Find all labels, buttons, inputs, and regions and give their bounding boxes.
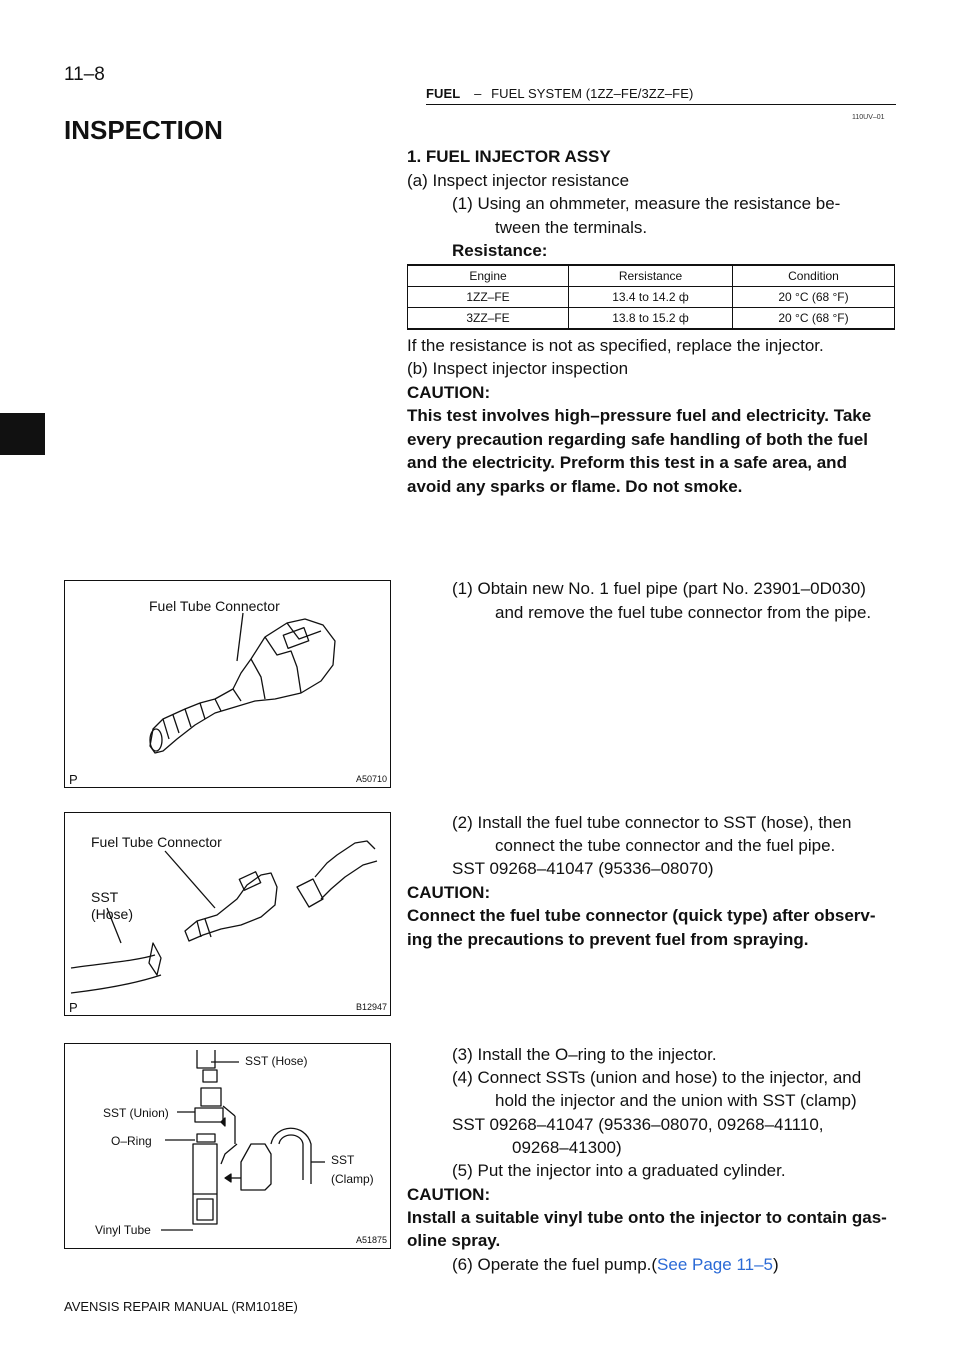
- table-header: Condition: [733, 265, 895, 287]
- footer: AVENSIS REPAIR MANUAL (RM1018E): [64, 1299, 298, 1314]
- resistance-table: [407, 264, 895, 330]
- fig1-code: A50710: [355, 774, 387, 784]
- figure-fuel-tube-connector: [64, 580, 391, 788]
- caution-text: avoid any sparks or flame. Do not smoke.: [407, 477, 743, 496]
- header-separator: –: [474, 86, 482, 101]
- fig2-code: B12947: [355, 1002, 387, 1012]
- step-4-line1: (4) Connect SSTs (union and hose) to the injector, and: [452, 1068, 862, 1087]
- step-4-sst-line2: 09268–41300): [512, 1138, 622, 1157]
- table-cell: 13.4 to 14.2 ф: [569, 287, 733, 308]
- table-row: [408, 308, 895, 330]
- caution-text: ing the precautions to prevent fuel from spraying.: [407, 930, 809, 949]
- table-header-row: [408, 265, 895, 287]
- step-3: (3) Install the O–ring to the injector.: [452, 1045, 717, 1064]
- step-1-line1: (1) Obtain new No. 1 fuel pipe (part No. 23901–0D030): [452, 579, 866, 598]
- table-cell: 3ZZ–FE: [408, 308, 569, 330]
- table-header: Rersistance: [569, 265, 733, 287]
- doc-code: 110UV–01: [852, 114, 885, 121]
- caution-text: oline spray.: [407, 1231, 501, 1250]
- caution-label: CAUTION:: [407, 883, 491, 902]
- page-number: 11–8: [64, 64, 105, 85]
- step-6-suffix: ): [773, 1255, 779, 1274]
- step-a: (a) Inspect injector resistance: [407, 171, 630, 190]
- caution-label: CAUTION:: [407, 1185, 491, 1204]
- fig3-sst: SST: [331, 1153, 355, 1167]
- table-header: Engine: [408, 265, 569, 287]
- fig3-vinyl-tube: Vinyl Tube: [95, 1223, 151, 1237]
- table-cell: 1ZZ–FE: [408, 287, 569, 308]
- side-tab-marker: [0, 413, 45, 455]
- figure-sst-hose: [64, 812, 391, 1016]
- after-table-text: If the resistance is not as specified, replace the injector.: [407, 336, 824, 355]
- fig1-p-mark: P: [69, 772, 78, 787]
- step-4-line2: hold the injector and the union with SST (clamp): [495, 1091, 857, 1110]
- step-4-sst-line1: SST 09268–41047 (95336–08070, 09268–41110,: [452, 1115, 824, 1134]
- step-2-line2: connect the tube connector and the fuel pipe.: [495, 836, 836, 855]
- caution-label: CAUTION:: [407, 383, 491, 402]
- table-cell: 20 °C (68 °F): [733, 287, 895, 308]
- fig3-sst-hose: SST (Hose): [245, 1054, 308, 1068]
- caution-text: and the electricity. Preform this test in a safe area, and: [407, 453, 847, 472]
- fig2-label: Fuel Tube Connector: [91, 834, 222, 850]
- see-page-link[interactable]: See Page 11–5: [657, 1255, 774, 1274]
- figure-injector-setup: [64, 1043, 391, 1249]
- caution-text: every precaution regarding safe handling of both the fuel: [407, 430, 868, 449]
- step-a1-line2: tween the terminals.: [495, 218, 648, 237]
- caution-text: Install a suitable vinyl tube onto the injector to contain gas-: [407, 1208, 887, 1227]
- step-5: (5) Put the injector into a graduated cylinder.: [452, 1161, 786, 1180]
- step-heading: 1. FUEL INJECTOR ASSY: [407, 147, 611, 166]
- fig2-p-mark: P: [69, 1000, 78, 1015]
- fig2-hose: (Hose): [91, 906, 134, 922]
- fig1-label: Fuel Tube Connector: [149, 598, 280, 614]
- running-header: [426, 86, 693, 101]
- section-title: INSPECTION: [64, 115, 223, 145]
- fig3-oring: O–Ring: [111, 1134, 152, 1148]
- table-row: [408, 287, 895, 308]
- fig3-code: A51875: [355, 1235, 387, 1245]
- table-cell: 13.8 to 15.2 ф: [569, 308, 733, 330]
- step-6-text: (6) Operate the fuel pump.(: [452, 1255, 658, 1274]
- step-b: (b) Inspect injector inspection: [407, 359, 629, 378]
- fig2-sst: SST: [91, 889, 119, 905]
- resistance-label: Resistance:: [452, 241, 548, 260]
- header-subsection: FUEL SYSTEM (1ZZ–FE/3ZZ–FE): [491, 86, 694, 101]
- step-2-sst: SST 09268–41047 (95336–08070): [452, 859, 714, 878]
- header-rule: [426, 104, 896, 105]
- table-cell: 20 °C (68 °F): [733, 308, 895, 330]
- fig3-clamp: (Clamp): [331, 1172, 374, 1186]
- step-1-line2: and remove the fuel tube connector from the pipe.: [495, 603, 872, 622]
- step-2-line1: (2) Install the fuel tube connector to SST (hose), then: [452, 813, 852, 832]
- fig3-sst-union: SST (Union): [103, 1106, 169, 1120]
- header-section: FUEL: [426, 86, 461, 101]
- caution-text: This test involves high–pressure fuel and electricity. Take: [407, 406, 872, 425]
- step-6: [452, 1253, 779, 1277]
- step-a1-line1: (1) Using an ohmmeter, measure the resistance be-: [452, 194, 841, 213]
- caution-text: Connect the fuel tube connector (quick type) after observ-: [407, 906, 876, 925]
